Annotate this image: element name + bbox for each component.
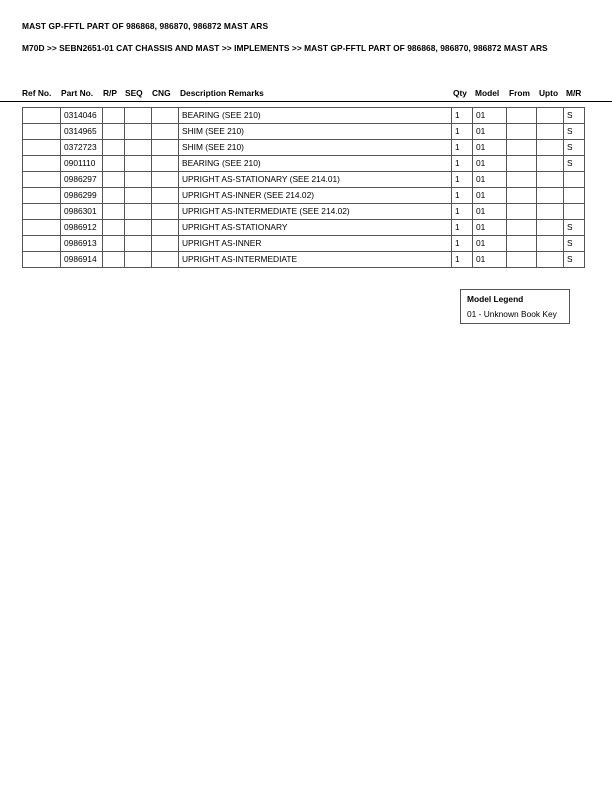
from-cell: [507, 124, 537, 140]
mr-cell: S: [564, 156, 585, 172]
header-rp: R/P: [103, 88, 117, 98]
qty-cell: 1: [452, 204, 473, 220]
qty-cell: 1: [452, 124, 473, 140]
breadcrumb: M70D >> SEBN2651-01 CAT CHASSIS AND MAST >> IMPLEMENTS >> MAST GP-FFTL PART OF 986868, 986870, 986872 MAST ARS: [22, 43, 548, 53]
description-cell: UPRIGHT AS-INTERMEDIATE (SEE 214.02): [179, 204, 452, 220]
rp-cell: [103, 108, 125, 124]
upto-cell: [537, 252, 564, 268]
from-cell: [507, 252, 537, 268]
upto-cell: [537, 188, 564, 204]
header-upto: Upto: [539, 88, 559, 98]
cng-cell: [152, 204, 179, 220]
upto-cell: [537, 124, 564, 140]
legend-title: Model Legend: [467, 294, 524, 304]
from-cell: [507, 188, 537, 204]
qty-cell: 1: [452, 188, 473, 204]
description-cell: UPRIGHT AS-STATIONARY (SEE 214.01): [179, 172, 452, 188]
rp-cell: [103, 204, 125, 220]
ref-no-cell: [23, 140, 61, 156]
cng-cell: [152, 236, 179, 252]
rp-cell: [103, 172, 125, 188]
ref-no-cell: [23, 172, 61, 188]
seq-cell: [125, 172, 152, 188]
seq-cell: [125, 108, 152, 124]
part-no-cell: 0314046: [61, 108, 103, 124]
model-cell: 01: [473, 108, 507, 124]
page-title: MAST GP-FFTL PART OF 986868, 986870, 986872 MAST ARS: [22, 21, 269, 31]
part-no-cell: 0901110: [61, 156, 103, 172]
seq-cell: [125, 220, 152, 236]
ref-no-cell: [23, 124, 61, 140]
ref-no-cell: [23, 252, 61, 268]
from-cell: [507, 108, 537, 124]
part-no-cell: 0986297: [61, 172, 103, 188]
table-row: [23, 140, 585, 156]
upto-cell: [537, 140, 564, 156]
header-from: From: [509, 88, 530, 98]
description-cell: UPRIGHT AS-INNER: [179, 236, 452, 252]
from-cell: [507, 236, 537, 252]
rp-cell: [103, 140, 125, 156]
table-row: [23, 124, 585, 140]
ref-no-cell: [23, 204, 61, 220]
seq-cell: [125, 188, 152, 204]
header-ref-no: Ref No.: [22, 88, 52, 98]
model-cell: 01: [473, 172, 507, 188]
mr-cell: S: [564, 124, 585, 140]
qty-cell: 1: [452, 252, 473, 268]
header-cng: CNG: [152, 88, 171, 98]
model-cell: 01: [473, 252, 507, 268]
table-row: [23, 252, 585, 268]
ref-no-cell: [23, 236, 61, 252]
rp-cell: [103, 156, 125, 172]
part-no-cell: 0372723: [61, 140, 103, 156]
part-no-cell: 0986299: [61, 188, 103, 204]
qty-cell: 1: [452, 172, 473, 188]
cng-cell: [152, 124, 179, 140]
mr-cell: S: [564, 108, 585, 124]
seq-cell: [125, 204, 152, 220]
ref-no-cell: [23, 108, 61, 124]
table-row: [23, 204, 585, 220]
header-divider: [0, 101, 612, 102]
ref-no-cell: [23, 220, 61, 236]
table-row: [23, 156, 585, 172]
cng-cell: [152, 108, 179, 124]
description-cell: BEARING (SEE 210): [179, 156, 452, 172]
qty-cell: 1: [452, 156, 473, 172]
cng-cell: [152, 140, 179, 156]
mr-cell: S: [564, 140, 585, 156]
seq-cell: [125, 252, 152, 268]
upto-cell: [537, 172, 564, 188]
mr-cell: S: [564, 252, 585, 268]
upto-cell: [537, 108, 564, 124]
qty-cell: 1: [452, 236, 473, 252]
part-no-cell: 0314965: [61, 124, 103, 140]
table-header: [0, 88, 612, 100]
table-row: [23, 172, 585, 188]
mr-cell: S: [564, 236, 585, 252]
from-cell: [507, 220, 537, 236]
seq-cell: [125, 124, 152, 140]
table-row: [23, 188, 585, 204]
cng-cell: [152, 172, 179, 188]
ref-no-cell: [23, 188, 61, 204]
table-row: [23, 236, 585, 252]
seq-cell: [125, 140, 152, 156]
cng-cell: [152, 188, 179, 204]
mr-cell: [564, 188, 585, 204]
parts-table: [22, 107, 585, 268]
from-cell: [507, 156, 537, 172]
model-cell: 01: [473, 188, 507, 204]
header-mr: M/R: [566, 88, 582, 98]
legend-entry: 01 - Unknown Book Key: [467, 309, 557, 319]
qty-cell: 1: [452, 108, 473, 124]
header-part-no: Part No.: [61, 88, 94, 98]
model-cell: 01: [473, 124, 507, 140]
from-cell: [507, 204, 537, 220]
header-description: Description Remarks: [180, 88, 264, 98]
upto-cell: [537, 220, 564, 236]
mr-cell: [564, 172, 585, 188]
header-seq: SEQ: [125, 88, 143, 98]
part-no-cell: 0986912: [61, 220, 103, 236]
description-cell: SHIM (SEE 210): [179, 124, 452, 140]
description-cell: BEARING (SEE 210): [179, 108, 452, 124]
model-cell: 01: [473, 156, 507, 172]
seq-cell: [125, 156, 152, 172]
qty-cell: 1: [452, 140, 473, 156]
header-qty: Qty: [453, 88, 467, 98]
description-cell: SHIM (SEE 210): [179, 140, 452, 156]
model-legend: [460, 289, 570, 324]
rp-cell: [103, 188, 125, 204]
description-cell: UPRIGHT AS-INTERMEDIATE: [179, 252, 452, 268]
rp-cell: [103, 252, 125, 268]
qty-cell: 1: [452, 220, 473, 236]
cng-cell: [152, 156, 179, 172]
rp-cell: [103, 236, 125, 252]
cng-cell: [152, 220, 179, 236]
rp-cell: [103, 220, 125, 236]
ref-no-cell: [23, 156, 61, 172]
model-cell: 01: [473, 204, 507, 220]
table-row: [23, 108, 585, 124]
upto-cell: [537, 204, 564, 220]
from-cell: [507, 172, 537, 188]
description-cell: UPRIGHT AS-INNER (SEE 214.02): [179, 188, 452, 204]
part-no-cell: 0986301: [61, 204, 103, 220]
model-cell: 01: [473, 140, 507, 156]
part-no-cell: 0986914: [61, 252, 103, 268]
rp-cell: [103, 124, 125, 140]
mr-cell: [564, 204, 585, 220]
upto-cell: [537, 236, 564, 252]
part-no-cell: 0986913: [61, 236, 103, 252]
model-cell: 01: [473, 220, 507, 236]
model-cell: 01: [473, 236, 507, 252]
table-row: [23, 220, 585, 236]
from-cell: [507, 140, 537, 156]
upto-cell: [537, 156, 564, 172]
header-model: Model: [475, 88, 500, 98]
seq-cell: [125, 236, 152, 252]
description-cell: UPRIGHT AS-STATIONARY: [179, 220, 452, 236]
cng-cell: [152, 252, 179, 268]
mr-cell: S: [564, 220, 585, 236]
